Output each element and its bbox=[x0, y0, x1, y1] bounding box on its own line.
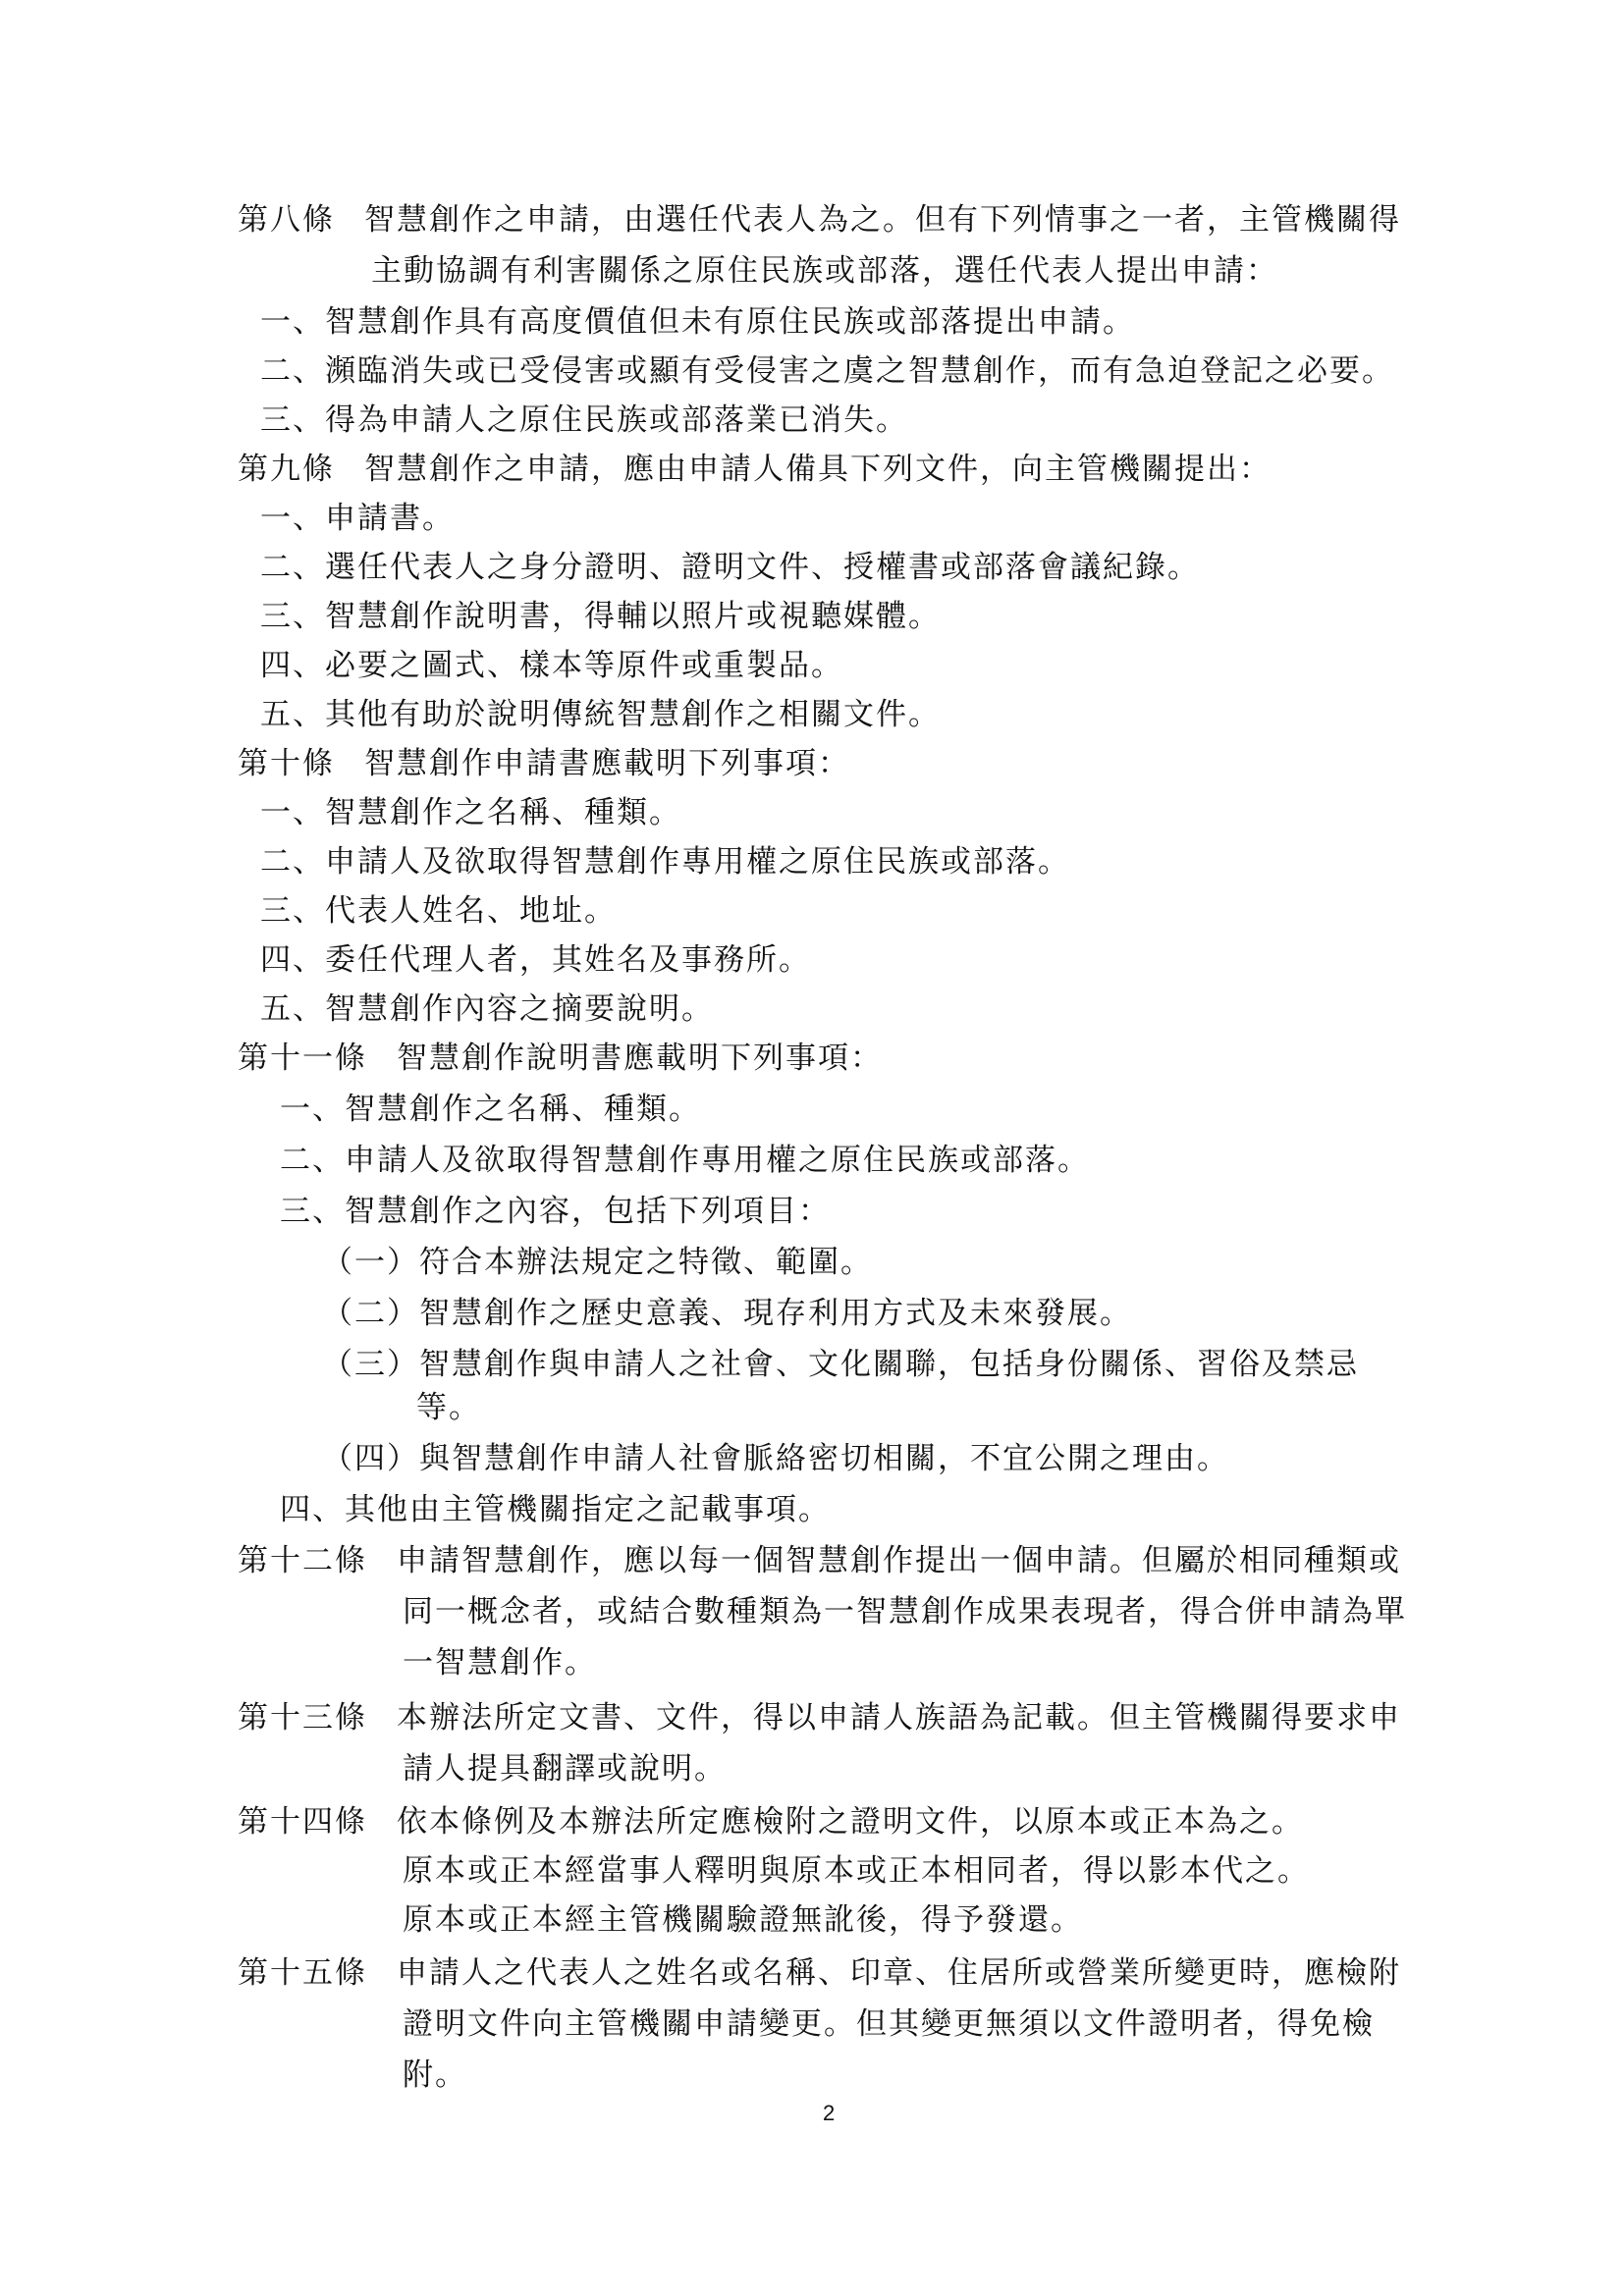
article-11-item-2: 二、申請人及欲取得智慧創作專用權之原住民族或部落。 bbox=[280, 1143, 1090, 1178]
article-15-text-1: 申請人之代表人之姓名或名稱、印章、住居所或營業所變更時，應檢附 bbox=[397, 1955, 1401, 1991]
article-9-item-1: 一、申請書。 bbox=[260, 501, 455, 536]
article-10-label: 第十條 bbox=[238, 746, 335, 781]
article-15-line-1 bbox=[238, 1953, 1401, 1993]
article-9-item-4: 四、必要之圖式、樣本等原件或重製品。 bbox=[260, 648, 843, 683]
article-11-subitem-1: （一）符合本辦法規定之特徵、範圍。 bbox=[322, 1245, 873, 1280]
article-13-line-2: 請人提具翻譯或說明。 bbox=[403, 1751, 727, 1787]
article-14-line-3: 原本或正本經主管機關驗證無訛後，得予發還。 bbox=[403, 1902, 1083, 1938]
article-12-text-1: 申請智慧創作，應以每一個智慧創作提出一個申請。但屬於相同種類或 bbox=[397, 1543, 1401, 1578]
article-11-subitem-3: （三）智慧創作與申請人之社會、文化關聯，包括身份關係、習俗及禁忌 bbox=[322, 1347, 1359, 1382]
article-10-item-3: 三、代表人姓名、地址。 bbox=[260, 893, 617, 929]
article-12-label: 第十二條 bbox=[238, 1543, 367, 1578]
article-11-item-4: 四、其他由主管機關指定之記載事項。 bbox=[280, 1492, 831, 1527]
article-15-label: 第十五條 bbox=[238, 1955, 367, 1991]
article-8-line-2: 主動協調有利害關係之原住民族或部落，選任代表人提出申請： bbox=[371, 253, 1278, 289]
article-8-line-1 bbox=[238, 200, 1401, 240]
page-number: 2 bbox=[823, 2101, 836, 2125]
article-11-label: 第十一條 bbox=[238, 1041, 367, 1076]
article-15-line-2: 證明文件向主管機關申請變更。但其變更無須以文件證明者，得免檢 bbox=[403, 2006, 1375, 2042]
article-12-line-1 bbox=[238, 1541, 1401, 1580]
article-9-item-2: 二、選任代表人之身分證明、證明文件、授權書或部落會議紀錄。 bbox=[260, 550, 1200, 585]
article-10-item-1: 一、智慧創作之名稱、種類。 bbox=[260, 795, 681, 830]
article-9-label: 第九條 bbox=[238, 452, 335, 487]
article-8-item-2: 二、瀕臨消失或已受侵害或顯有受侵害之虞之智慧創作，而有急迫登記之必要。 bbox=[260, 353, 1394, 389]
article-11-text-1: 智慧創作說明書應載明下列事項： bbox=[397, 1041, 883, 1076]
article-8-item-1: 一、智慧創作具有高度價值但未有原住民族或部落提出申請。 bbox=[260, 304, 1135, 340]
article-10-line-1 bbox=[238, 744, 850, 783]
article-13-line-1 bbox=[238, 1698, 1401, 1737]
article-15-line-3: 附。 bbox=[403, 2057, 467, 2093]
article-14-label: 第十四條 bbox=[238, 1804, 367, 1840]
article-8-label: 第八條 bbox=[238, 202, 335, 238]
article-11-subitem-4: （四）與智慧創作申請人社會脈絡密切相關，不宜公開之理由。 bbox=[322, 1441, 1229, 1476]
article-10-text-1: 智慧創作申請書應載明下列事項： bbox=[364, 746, 850, 781]
article-11-item-3: 三、智慧創作之內容，包括下列項目： bbox=[280, 1194, 831, 1229]
article-9-line-1 bbox=[238, 450, 1272, 489]
article-11-item-1: 一、智慧創作之名稱、種類。 bbox=[280, 1092, 701, 1127]
article-14-line-2: 原本或正本經當事人釋明與原本或正本相同者，得以影本代之。 bbox=[403, 1853, 1310, 1889]
article-11-subitem-3-cont: 等。 bbox=[416, 1390, 481, 1425]
article-14-line-1 bbox=[238, 1802, 1304, 1842]
article-12-line-2: 同一概念者，或結合數種類為一智慧創作成果表現者，得合併申請為單 bbox=[403, 1594, 1407, 1629]
article-9-item-3: 三、智慧創作說明書，得輔以照片或視聽媒體。 bbox=[260, 599, 941, 634]
article-11-subitem-2: （二）智慧創作之歷史意義、現存利用方式及未來發展。 bbox=[322, 1296, 1132, 1331]
article-9-item-5: 五、其他有助於說明傳統智慧創作之相關文件。 bbox=[260, 697, 941, 732]
article-9-text-1: 智慧創作之申請，應由申請人備具下列文件，向主管機關提出： bbox=[364, 452, 1272, 487]
article-11-line-1 bbox=[238, 1039, 883, 1078]
article-8-text-1: 智慧創作之申請，由選任代表人為之。但有下列情事之一者，主管機關得 bbox=[364, 202, 1401, 238]
article-8-item-3: 三、得為申請人之原住民族或部落業已消失。 bbox=[260, 402, 908, 438]
article-10-item-2: 二、申請人及欲取得智慧創作專用權之原住民族或部落。 bbox=[260, 844, 1070, 880]
article-13-text-1: 本辦法所定文書、文件，得以申請人族語為記載。但主管機關得要求申 bbox=[397, 1700, 1401, 1735]
article-10-item-4: 四、委任代理人者，其姓名及事務所。 bbox=[260, 942, 811, 978]
article-13-label: 第十三條 bbox=[238, 1700, 367, 1735]
article-10-item-5: 五、智慧創作內容之摘要說明。 bbox=[260, 991, 714, 1027]
article-14-text-1: 依本條例及本辦法所定應檢附之證明文件，以原本或正本為之。 bbox=[397, 1804, 1304, 1840]
article-12-line-3: 一智慧創作。 bbox=[403, 1645, 597, 1681]
